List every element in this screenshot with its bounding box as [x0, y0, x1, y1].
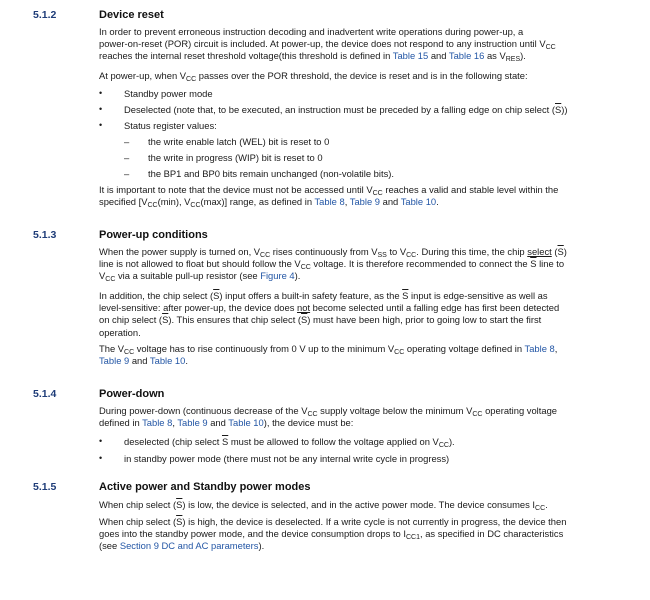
- list-item: Deselected (note that, to be executed, an instruction must be preceded by a falling edge on chip select $(\overline{S})$): [124, 104, 568, 115]
- list-item: Standby power mode: [124, 88, 213, 99]
- link-table-16[interactable]: Table 16: [448, 50, 485, 62]
- section-title-active-standby-power: Active power and Standby power modes: [99, 481, 311, 493]
- list-item: Status register values:: [124, 120, 217, 131]
- bullet-marker: •: [99, 453, 103, 463]
- power-down-paragraph: During power-down (continuous decrease of the $V_{CC}$ supply voltage below the minimum $V_{CC}$ operating voltage defined in Table 8, Table 9 and Table 10), the device must be:: [99, 405, 558, 429]
- link-table-10[interactable]: Table 10: [400, 196, 437, 208]
- link-table-10[interactable]: Table 10: [228, 417, 264, 429]
- link-table-9[interactable]: Table 9: [99, 355, 130, 367]
- list-item: the BP1 and BP0 bits remain unchanged (non-volatile bits).: [148, 168, 394, 179]
- power-up-paragraph-2: In addition, the chip select $(\overline{S})$ input offers a built-in safety feature, as the $\overline{S}$ input is edge-sensitive as well as level-sensitive: after power-up, the device does not become selected until a falling edge has first been detected on chip select $(\overline{S})$. This ensures that chip select $(\overline{S})$ must have been high, prior to going low to start the first operation.: [99, 290, 560, 338]
- section-title-device-reset: Device reset: [99, 9, 164, 21]
- active-power-paragraph-1: When chip select $(\overline{S})$ is low, the device is selected, and in the active power mode. The device consumes $I_{CC}$.: [99, 499, 548, 512]
- bullet-marker: •: [99, 88, 103, 98]
- section-title-power-up-conditions: Power-up conditions: [99, 229, 208, 241]
- list-item: deselected (chip select $\overline{S}$ must be allowed to follow the voltage applied on $V_{CC}$).: [124, 436, 455, 449]
- section-title-power-down: Power-down: [99, 388, 165, 400]
- section-number-5-1-5: 5.1.5: [33, 481, 57, 493]
- list-item: the write enable latch (WEL) bit is reset to 0: [148, 136, 330, 147]
- link-table-8[interactable]: Table 8: [314, 196, 345, 208]
- power-up-paragraph-1: When the power supply is turned on, $V_{CC}$ rises continuously from $V_{SS}$ to $V_{CC}$. During this time, the chip select $(\overline{S})$ line is not allowed to float but should follow the $V_{CC}$ voltage. It is therefore recommended to connect the $\overline{S}$ line to $V_{CC}$ via a suitable pull-up resistor (see Figure 4).: [99, 246, 567, 284]
- link-table-9[interactable]: Table 9: [177, 417, 208, 429]
- dash-marker: –: [124, 152, 130, 163]
- section-number-5-1-3: 5.1.3: [33, 229, 57, 241]
- list-item: in standby power mode (there must not be any internal write cycle in progress): [124, 453, 450, 464]
- link-table-8[interactable]: Table 8: [142, 417, 173, 429]
- device-reset-paragraph-2: At power-up, when $V_{CC}$ passes over the POR threshold, the device is reset and is in the following state:: [99, 70, 528, 83]
- list-item: the write in progress (WIP) bit is reset to 0: [148, 152, 323, 163]
- bullet-marker: •: [99, 120, 103, 130]
- link-table-15[interactable]: Table 15: [392, 50, 429, 62]
- device-reset-paragraph-1: In order to prevent erroneous instruction decoding and inadvertent write operations during power-up, a power-on-reset (POR) circuit is included. At power-up, the device does not respond to any instruction until $V_{CC}$ reaches the internal reset threshold voltage(this threshold is defined in Table 15 and Table 16 as $V_{RES}$).: [99, 26, 556, 64]
- link-figure-4[interactable]: Figure 4: [260, 270, 295, 282]
- link-section-9[interactable]: Section 9 DC and AC parameters: [119, 540, 259, 552]
- section-number-5-1-2: 5.1.2: [33, 9, 57, 21]
- dash-marker: –: [124, 136, 130, 147]
- bullet-marker: •: [99, 436, 103, 446]
- section-number-5-1-4: 5.1.4: [33, 388, 57, 400]
- active-power-paragraph-2: When chip select $(\overline{S})$ is high, the device is deselected. If a write cycle is not currently in progress, the device then goes into the standby power mode, and the device consumption drops to $I_{CC1}$, as specified in DC characteristics (see Section 9 DC and AC parameters).: [99, 516, 567, 552]
- link-table-9[interactable]: Table 9: [349, 196, 380, 208]
- dash-marker: –: [124, 168, 130, 179]
- link-table-8[interactable]: Table 8: [524, 343, 555, 354]
- bullet-marker: •: [99, 104, 103, 114]
- device-reset-paragraph-3: It is important to note that the device must not be accessed until $V_{CC}$ reaches a valid and stable level within the specified [$V_{CC}(\min)$, $V_{CC}(\max)$] range, as defined in Table 8, Table 9 and Table 10.: [99, 184, 559, 210]
- link-table-10[interactable]: Table 10: [149, 355, 186, 367]
- power-up-paragraph-3: The $V_{CC}$ voltage has to rise continuously from 0 V up to the minimum $V_{CC}$ operating voltage defined in Table 8, Table 9 and Table 10.: [99, 343, 558, 367]
